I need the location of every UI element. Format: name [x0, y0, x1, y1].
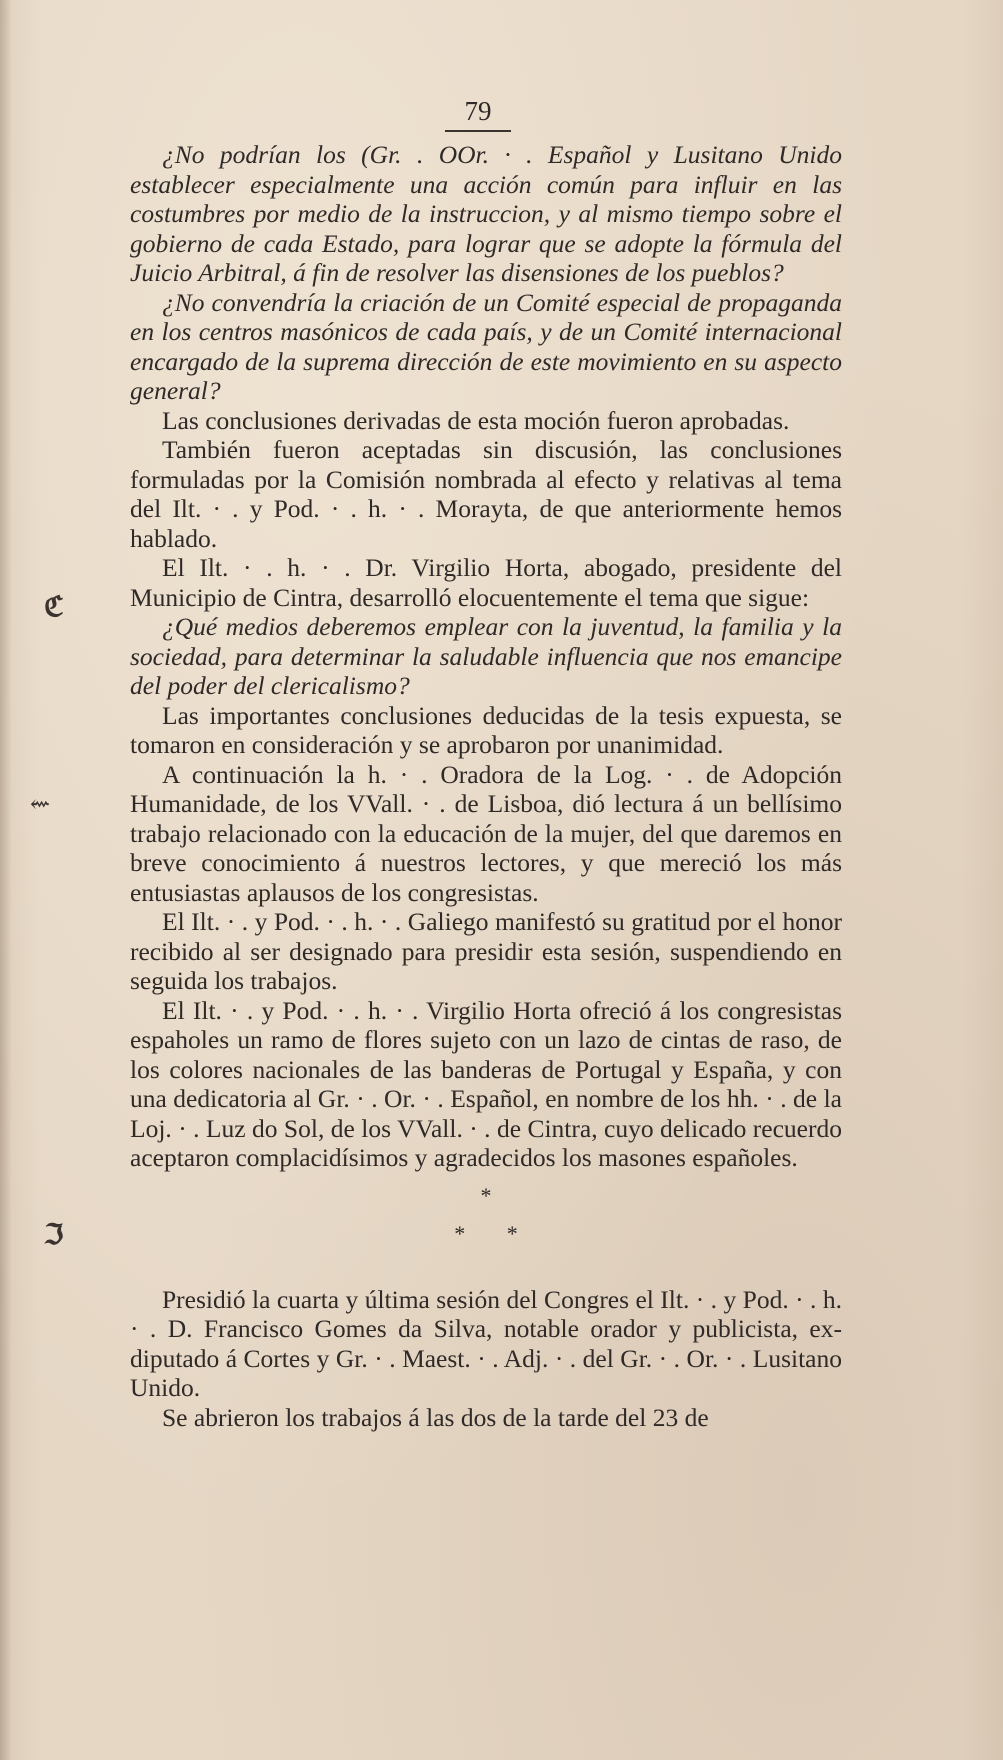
margin-mark-3: ℑ [44, 1220, 64, 1251]
paragraph-fourth-session: Presidió la cuarta y última sesión del Congres el Ilt. · . y Pod. · . h. · . D. Francisco Gomes da Silva, notable orador y publicista, ex-diputado á Cortes y Gr. · . Maest. · . Adj. · . del Gr. · . Or. · . Lusitano Unido. [130, 1284, 842, 1402]
separator-bottom: * * [454, 1220, 518, 1246]
page-number: 79 [445, 96, 511, 132]
paragraph-question-arbitration: ¿No podrían los (Gr. . OOr. · . Español y Lusitano Unido establecer especialmente una acción común para influir en las costumbres por medio de la instruccion, y al mismo tiempo sobre el gobierno de cada Estado, para lograr que se adopte la fórmula del Juicio Arbitral, á fin de resolver las disensiones de los pueblos? [130, 140, 842, 287]
body-text [130, 140, 842, 1432]
paragraph-unanimity: Las importantes conclusiones deducidas de la tesis expuesta, se tomaron en consideración y se aprobaron por unanimidad. [130, 700, 842, 759]
paragraph-morayta-conclusions: También fueron aceptadas sin discusión, las conclusiones formuladas por la Comisión nombrada al efecto y relativas al tema del Ilt. · . y Pod. · . h. · . Morayta, de que anteriormente hemos hablado. [130, 435, 842, 553]
paragraph-work-opened: Se abrieron los trabajos á las dos de la tarde del 23 de [162, 1402, 709, 1432]
separator-top: * [480, 1182, 492, 1208]
margin-mark-1: ℭ [44, 592, 64, 623]
page-edge-shadow [0, 0, 12, 1760]
paragraph-question-committee: ¿No convendría la criación de un Comité especial de propaganda en los centros masónicos de cada país, y de un Comité internacional encargado de la suprema dirección de este movimiento en su aspecto general? [130, 287, 842, 405]
margin-mark-2: ⇜ [30, 792, 51, 818]
paragraph-horta-flowers: El Ilt. · . y Pod. · . h. · . Virgilio Horta ofreció á los congresistas espaholes un ramo de flores sujeto con un lazo de cintas de raso, de los colores nacionales de las banderas de Portugal y España, y con una dedicatoria al Gr. · . Or. · . Español, en nombre de los hh. · . de la Loj. · . Luz do Sol, de los VVall. · . de Cintra, cuyo delicado recuerdo aceptaron complacidísimos y agradecidos los masones españoles. [130, 995, 842, 1172]
paragraph-horta-theme: El Ilt. · . h. · . Dr. Virgilio Horta, abogado, presidente del Municipio de Cintra, desarrolló elocuentemente el tema que sigue: [130, 553, 842, 612]
section-separator [130, 1183, 842, 1247]
paragraph-conclusions-approved: Las conclusiones derivadas de esta moción fueron aprobadas. [162, 405, 790, 435]
paragraph-question-clericalism: ¿Qué medios deberemos emplear con la juventud, la familia y la sociedad, para determinar la saludable influencia que nos emancipe del poder del clericalismo? [130, 612, 842, 700]
paragraph-oradora-lecture: A continuación la h. · . Oradora de la Log. · . de Adopción Humanidade, de los VVall. · . de Lisboa, dió lectura á un bellísimo trabajo relacionado con la educación de la mujer, del que daremos en breve conocimiento á nuestros lectores, y que mereció los más entusiastas aplausos de los congresistas. [130, 759, 842, 907]
paragraph-galiego-gratitude: El Ilt. · . y Pod. · . h. · . Galiego manifestó su gratitud por el honor recibido al ser designado para presidir esta sesión, suspendiendo en seguida los trabajos. [130, 907, 842, 995]
